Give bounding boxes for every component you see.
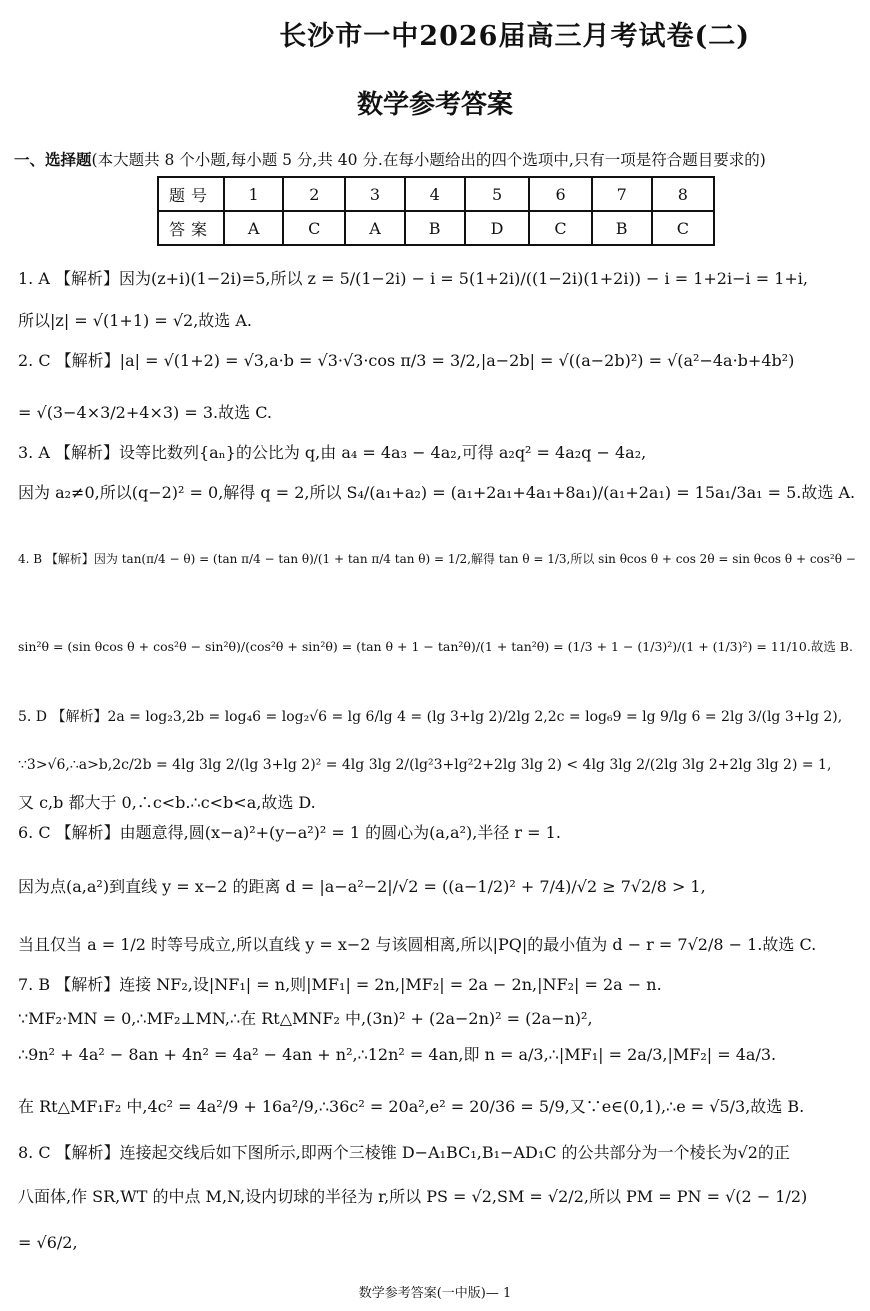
solution-line: 当且仅当 a = 1/2 时等号成立,所以直线 y = x−2 与该圆相离,所以|PQ|的最小值为 d − r = 7√2/8 − 1.故选 C. — [18, 935, 817, 954]
question-number: 6 — [529, 177, 591, 211]
solution-line: ∴9n² + 4a² − 8an + 4n² = 4a² − 4an + n²,∴12n² = 4an,即 n = a/3,∴|MF₁| = 2a/3,|MF₂| = 4a/3. — [18, 1045, 777, 1064]
answer-table-row-label: 答案 — [158, 211, 224, 245]
answer-cell: B — [405, 211, 465, 245]
solution-line: sin²θ = (sin θcos θ + cos²θ − sin²θ)/(cos²θ + sin²θ) = (tan θ + 1 − tan²θ)/(1 + tan²θ) = (1/3 + 1 − (1/3)²)/(1 + (1/3)²) = 11/10.故选 B. — [18, 639, 853, 654]
answer-cell: C — [283, 211, 345, 245]
solution-line: 7. B 【解析】连接 NF₂,设|NF₁| = n,则|MF₁| = 2n,|MF₂| = 2a − 2n,|NF₂| = 2a − n. — [18, 975, 662, 994]
answer-table-number-row — [158, 177, 714, 211]
answer-cell: A — [345, 211, 404, 245]
question-number: 5 — [465, 177, 530, 211]
section-heading — [14, 148, 864, 170]
solution-line: 八面体,作 SR,WT 的中点 M,N,设内切球的半径为 r,所以 PS = √2,SM = √2/2,所以 PM = PN = √(2 − 1/2) — [18, 1187, 808, 1206]
answer-table — [157, 176, 715, 246]
answer-cell: A — [224, 211, 283, 245]
solution-line: = √(3−4×3/2+4×3) = 3.故选 C. — [18, 403, 272, 422]
section-heading-desc: (本大题共 8 个小题,每小题 5 分,共 40 分.在每小题给出的四个选项中,只有一项是符合题目要求的) — [91, 151, 766, 169]
question-number: 8 — [652, 177, 714, 211]
solution-line: 2. C 【解析】|a| = √(1+2) = √3,a·b = √3·√3·cos π/3 = 3/2,|a−2b| = √((a−2b)²) = √(a²−4a·b+4b²) — [18, 351, 795, 370]
section-heading-label: 一、选择题 — [14, 150, 92, 169]
question-number: 4 — [405, 177, 465, 211]
solution-line: ∵3>√6,∴a>b,2c/2b = 4lg 3lg 2/(lg 3+lg 2)² = 4lg 3lg 2/(lg²3+lg²2+2lg 3lg 2) < 4lg 3lg 2/(2lg 3lg 2+2lg 3lg 2) = 1, — [18, 757, 832, 773]
solution-line: 因为点(a,a²)到直线 y = x−2 的距离 d = |a−a²−2|/√2 = ((a−1/2)² + 7/4)/√2 ≥ 7√2/8 > 1, — [18, 877, 706, 896]
solution-line: = √6/2, — [18, 1233, 78, 1252]
answer-cell: C — [529, 211, 591, 245]
answer-table-answer-row — [158, 211, 714, 245]
question-number: 3 — [345, 177, 404, 211]
solution-line: 6. C 【解析】由题意得,圆(x−a)²+(y−a²)² = 1 的圆心为(a,a²),半径 r = 1. — [18, 823, 561, 842]
solution-line: ∵MF₂·MN = 0,∴MF₂⊥MN,∴在 Rt△MNF₂ 中,(3n)² + (2a−2n)² = (2a−n)², — [18, 1009, 593, 1028]
solution-line: 4. B 【解析】因为 tan(π/4 − θ) = (tan π/4 − tan θ)/(1 + tan π/4 tan θ) = 1/2,解得 tan θ = 1/3,所以 sin θcos θ + cos 2θ = sin θcos θ + cos²θ − — [18, 552, 856, 566]
question-number: 2 — [283, 177, 345, 211]
page-title: 长沙市一中2026届高三月考试卷(二) — [279, 21, 750, 52]
page-subtitle: 数学参考答案 — [356, 90, 513, 120]
solution-line: 5. D 【解析】2a = log₂3,2b = log₄6 = log₂√6 = lg 6/lg 4 = (lg 3+lg 2)/2lg 2,2c = log₆9 = lg 9/lg 6 = 2lg 3/(lg 3+lg 2), — [18, 709, 843, 725]
solution-line: 所以|z| = √(1+1) = √2,故选 A. — [18, 311, 253, 330]
solution-line: 3. A 【解析】设等比数列{aₙ}的公比为 q,由 a₄ = 4a₃ − 4a₂,可得 a₂q² = 4a₂q − 4a₂, — [18, 443, 647, 462]
answer-cell: B — [592, 211, 652, 245]
question-number: 1 — [224, 177, 283, 211]
solution-line: 又 c,b 都大于 0,∴c<b.∴c<b<a,故选 D. — [18, 793, 316, 812]
solution-line: 8. C 【解析】连接起交线后如下图所示,即两个三棱锥 D−A₁BC₁,B₁−AD₁C 的公共部分为一个棱长为√2的正 — [18, 1143, 790, 1162]
solution-line: 在 Rt△MF₁F₂ 中,4c² = 4a²/9 + 16a²/9,∴36c² = 20a²,e² = 20/36 = 5/9,又∵e∈(0,1),∴e = √5/3,故选 B. — [18, 1097, 805, 1116]
solution-line: 因为 a₂≠0,所以(q−2)² = 0,解得 q = 2,所以 S₄/(a₁+a₂) = (a₁+2a₁+4a₁+8a₁)/(a₁+2a₁) = 15a₁/3a₁ = 5.故选 A. — [18, 483, 856, 502]
question-number: 7 — [592, 177, 652, 211]
answer-cell: C — [652, 211, 714, 245]
page-footer: 数学参考答案(一中版)— 1 — [358, 1286, 512, 1301]
solution-line: 1. A 【解析】因为(z+i)(1−2i)=5,所以 z = 5/(1−2i) − i = 5(1+2i)/((1−2i)(1+2i)) − i = 1+2i−i = 1+i, — [18, 269, 808, 288]
answer-cell: D — [465, 211, 530, 245]
answer-table-row-label: 题号 — [158, 177, 224, 211]
